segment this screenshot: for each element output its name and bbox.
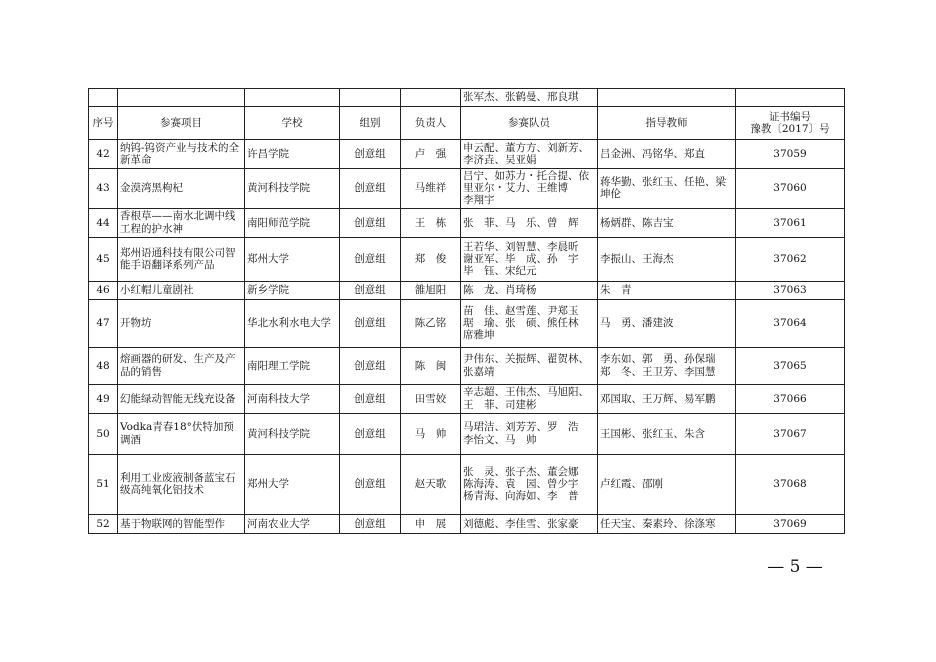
cell-seq: 47 — [89, 299, 118, 347]
cell-group: 创意组 — [340, 281, 401, 299]
cell-empty — [598, 89, 736, 107]
cell-advisor: 朱 青 — [598, 281, 736, 299]
cell-advisor: 李东如、郭 勇、孙保瑞 郑 冬、王卫芳、李国慧 — [598, 347, 736, 384]
cell-project: 幻能绿动智能无线充设备 — [118, 384, 245, 413]
cell-empty — [340, 89, 401, 107]
cell-group: 创意组 — [340, 514, 401, 533]
table-row — [89, 299, 845, 347]
cell-cert: 37059 — [736, 140, 845, 169]
cell-team: 刘德彪、李佳雪、张家豪 — [461, 514, 598, 533]
cell-leader: 陈 闽 — [401, 347, 461, 384]
cell-cert: 37065 — [736, 347, 845, 384]
cell-school: 许昌学院 — [245, 140, 340, 169]
header-seq: 序号 — [89, 107, 118, 140]
table-row — [89, 140, 845, 169]
cell-advisor: 吕金洲、冯铭华、郑直 — [598, 140, 736, 169]
cell-group: 创意组 — [340, 454, 401, 514]
cell-school: 郑州大学 — [245, 237, 340, 281]
header-team: 参赛队员 — [461, 107, 598, 140]
continuation-row — [89, 89, 845, 107]
cell-cert: 37069 — [736, 514, 845, 533]
cell-advisor: 蒋华勤、张红玉、任艳、梁坤伦 — [598, 169, 736, 209]
cell-leader: 郑 俊 — [401, 237, 461, 281]
cell-advisor: 李振山、王海杰 — [598, 237, 736, 281]
cell-project: 基于物联网的智能型作 — [118, 514, 245, 533]
table-row — [89, 454, 845, 514]
header-leader: 负责人 — [401, 107, 461, 140]
cell-cert: 37063 — [736, 281, 845, 299]
cell-project: 开物坊 — [118, 299, 245, 347]
cell-project: 金漠湾黑枸杞 — [118, 169, 245, 209]
cell-seq: 44 — [89, 208, 118, 237]
header-group: 组别 — [340, 107, 401, 140]
cell-advisor: 杨炳群、陈吉宝 — [598, 208, 736, 237]
award-table — [88, 88, 845, 534]
cell-team: 申云配、董方方、刘新芳、 李济垚、吴亚娟 — [461, 140, 598, 169]
cell-team: 马珺洁、刘芳芳、罗 浩 李怡文、马 帅 — [461, 413, 598, 454]
cell-advisor: 任天宝、秦素玲、徐涤寒 — [598, 514, 736, 533]
cell-school: 新乡学院 — [245, 281, 340, 299]
cell-leader: 马维祥 — [401, 169, 461, 209]
cell-group: 创意组 — [340, 140, 401, 169]
cell-project: 熔画器的研发、生产及产品的销售 — [118, 347, 245, 384]
cell-advisor: 邓国取、王万辉、易军鹏 — [598, 384, 736, 413]
cell-advisor: 马 勇、潘建波 — [598, 299, 736, 347]
cell-cert: 37062 — [736, 237, 845, 281]
cell-project: 利用工业废液制备蓝宝石级高纯氧化铝技术 — [118, 454, 245, 514]
cell-project: 香根草——南水北调中线工程的护水神 — [118, 208, 245, 237]
cell-group: 创意组 — [340, 208, 401, 237]
cell-school: 河南科技大学 — [245, 384, 340, 413]
page-number: — 5 — — [767, 557, 823, 577]
cell-project: 小红帽儿童剧社 — [118, 281, 245, 299]
cell-team: 张 灵、张子杰、董会娜 陈海涛、袁 园、曾少宇 杨青海、向海如、李 普 — [461, 454, 598, 514]
table-row — [89, 413, 845, 454]
cell-leader: 田雪姣 — [401, 384, 461, 413]
header-project: 参赛项目 — [118, 107, 245, 140]
table-row — [89, 384, 845, 413]
cell-cert: 37061 — [736, 208, 845, 237]
cell-project: 郑州语通科技有限公司智能手语翻译系列产品 — [118, 237, 245, 281]
cell-school: 黄河科技学院 — [245, 413, 340, 454]
cell-seq: 51 — [89, 454, 118, 514]
cell-team: 张军杰、张鹤曼、邢良琪 — [461, 89, 598, 107]
cell-school: 郑州大学 — [245, 454, 340, 514]
table-row — [89, 237, 845, 281]
cell-leader: 马 帅 — [401, 413, 461, 454]
cell-seq: 50 — [89, 413, 118, 454]
cell-leader: 陈乙铭 — [401, 299, 461, 347]
cell-leader: 申 展 — [401, 514, 461, 533]
table-row — [89, 208, 845, 237]
cell-team: 苗 佳、赵雪莲、尹郑玉 琚 瑜、张 硕、熊任林 席雅坤 — [461, 299, 598, 347]
cell-group: 创意组 — [340, 237, 401, 281]
cell-group: 创意组 — [340, 384, 401, 413]
table-row — [89, 281, 845, 299]
cell-seq: 46 — [89, 281, 118, 299]
cell-group: 创意组 — [340, 299, 401, 347]
cell-team: 尹伟东、关振辉、翟贺林、 张嘉靖 — [461, 347, 598, 384]
cell-seq: 49 — [89, 384, 118, 413]
cell-empty — [736, 89, 845, 107]
cell-leader: 王 栋 — [401, 208, 461, 237]
cell-team: 王若华、刘智慧、李晨昕 谢亚军、毕 成、孙 宇 毕 钰、宋纪元 — [461, 237, 598, 281]
cell-group: 创意组 — [340, 413, 401, 454]
cell-seq: 52 — [89, 514, 118, 533]
cell-seq: 43 — [89, 169, 118, 209]
cell-empty — [245, 89, 340, 107]
cell-cert: 37068 — [736, 454, 845, 514]
cell-school: 黄河科技学院 — [245, 169, 340, 209]
cell-empty — [89, 89, 118, 107]
cell-leader: 卢 强 — [401, 140, 461, 169]
cell-cert: 37064 — [736, 299, 845, 347]
cell-leader: 赵天歌 — [401, 454, 461, 514]
cell-advisor: 卢红霞、邵刚 — [598, 454, 736, 514]
cell-empty — [118, 89, 245, 107]
cell-empty — [401, 89, 461, 107]
table-row — [89, 514, 845, 533]
cell-team: 张 菲、马 乐、曾 辉 — [461, 208, 598, 237]
cell-cert: 37060 — [736, 169, 845, 209]
cell-project: 纳钨-钨资产业与技术的全新革命 — [118, 140, 245, 169]
cell-team: 吕宁、如苏力・托合提、依里亚尔・艾力、王维博 李翔宇 — [461, 169, 598, 209]
cell-leader: 雒旭阳 — [401, 281, 461, 299]
cell-team: 辛志超、王伟杰、马旭阳、 王 菲、司建彬 — [461, 384, 598, 413]
header-advisor: 指导教师 — [598, 107, 736, 140]
table-row — [89, 347, 845, 384]
cell-group: 创意组 — [340, 347, 401, 384]
header-cert: 证书编号 豫教〔2017〕号 — [736, 107, 845, 140]
cell-project: Vodka青春18°伏特加预调酒 — [118, 413, 245, 454]
cell-school: 南阳师范学院 — [245, 208, 340, 237]
header-row — [89, 107, 845, 140]
cell-team: 陈 龙、肖琦杨 — [461, 281, 598, 299]
header-school: 学校 — [245, 107, 340, 140]
cell-cert: 37066 — [736, 384, 845, 413]
cell-advisor: 王国彬、张红玉、朱含 — [598, 413, 736, 454]
table-row — [89, 169, 845, 209]
cell-school: 南阳理工学院 — [245, 347, 340, 384]
cell-school: 河南农业大学 — [245, 514, 340, 533]
cell-school: 华北水利水电大学 — [245, 299, 340, 347]
cell-cert: 37067 — [736, 413, 845, 454]
cell-group: 创意组 — [340, 169, 401, 209]
cell-seq: 42 — [89, 140, 118, 169]
cell-seq: 48 — [89, 347, 118, 384]
cell-seq: 45 — [89, 237, 118, 281]
